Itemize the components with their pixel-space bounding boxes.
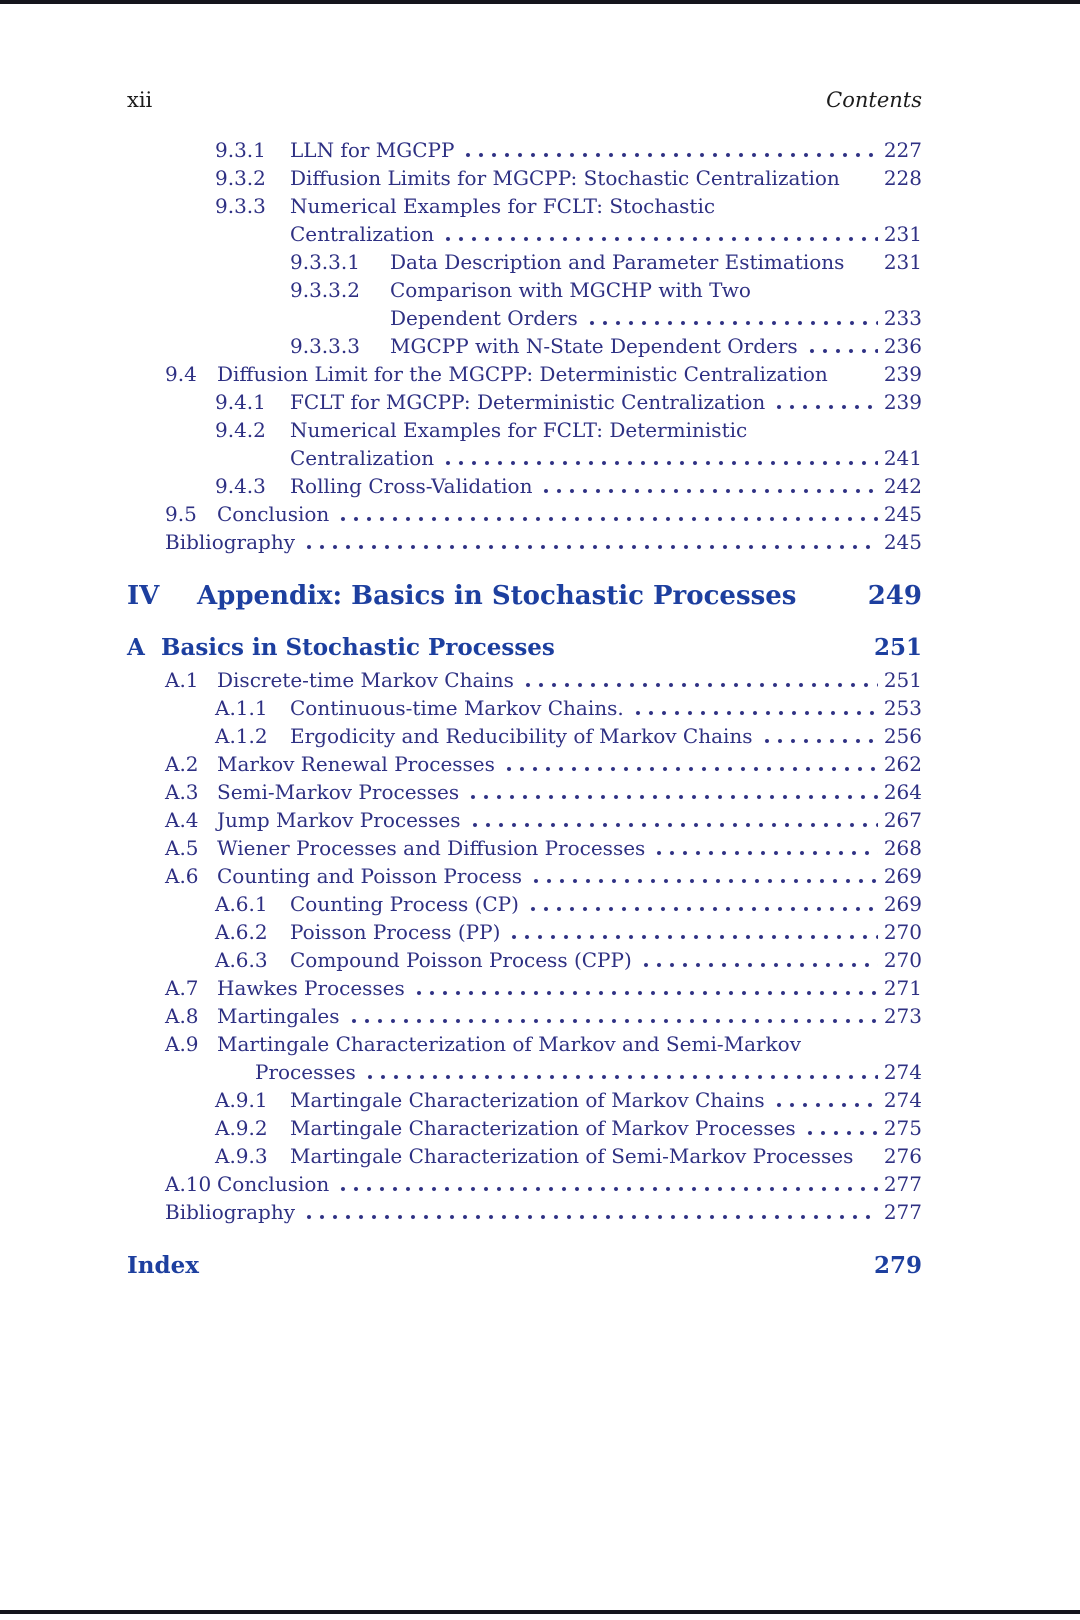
- toc-entry[interactable]: [127, 528, 922, 556]
- toc-entry[interactable]: [127, 666, 922, 694]
- toc-page-number: 271: [883, 976, 922, 1000]
- toc-page-number: 269: [883, 864, 922, 888]
- toc-entry-number: A.6.3: [215, 948, 268, 972]
- toc-entry-number: A.9.1: [215, 1088, 268, 1112]
- toc-page-number: 270: [883, 920, 922, 944]
- toc-entry-title: Basics in Stochastic Processes: [161, 634, 555, 661]
- toc-entry[interactable]: [127, 890, 922, 918]
- toc-entry-title: Index: [127, 1252, 199, 1279]
- dot-leader: [542, 472, 877, 500]
- toc-entry-number: 9.3.3.3: [290, 334, 360, 358]
- dot-leader: [471, 806, 878, 834]
- toc-page-number: 267: [883, 808, 922, 832]
- toc-entry-title: Markov Renewal Processes: [217, 752, 495, 776]
- toc-entry-title: Bibliography: [165, 1200, 295, 1224]
- toc-entry[interactable]: [127, 332, 922, 360]
- toc-entry-number: A.7: [165, 976, 199, 1000]
- toc-part-heading[interactable]: [127, 578, 922, 614]
- toc-entry-title: Numerical Examples for FCLT: Stochastic: [290, 194, 716, 218]
- dot-leader: [339, 500, 878, 528]
- toc-entry[interactable]: [127, 1058, 922, 1086]
- toc-page-number: 253: [883, 696, 922, 720]
- toc-entry-number: A.9.3: [215, 1144, 268, 1168]
- toc-entry-title: LLN for MGCPP: [290, 138, 455, 162]
- dot-leader: [588, 304, 878, 332]
- toc-page-number: 264: [883, 780, 922, 804]
- dot-leader: [775, 388, 878, 416]
- toc-entry-number: 9.3.3.1: [290, 250, 360, 274]
- toc-entry-number: 9.3.2: [215, 166, 266, 190]
- toc-entry-title: Martingale Characterization of Markov Processes: [290, 1116, 796, 1140]
- toc-entry-number: 9.4.2: [215, 418, 266, 442]
- toc-entry[interactable]: [127, 778, 922, 806]
- dot-leader: [529, 890, 878, 918]
- toc-entry-title: Comparison with MGCHP with Two: [390, 278, 751, 302]
- toc-entry-title: Conclusion: [217, 1172, 330, 1196]
- toc-entry-title: Martingale Characterization of Markov and Semi-Markov: [217, 1032, 802, 1056]
- toc-entry-number: 9.3.1: [215, 138, 266, 162]
- dot-leader: [339, 1170, 878, 1198]
- toc-entry-title: Poisson Process (PP): [290, 920, 501, 944]
- toc-entry-title: Diffusion Limit for the MGCPP: Deterministic Centralization: [217, 362, 828, 386]
- toc-entry[interactable]: [127, 220, 922, 248]
- toc-entry[interactable]: [127, 1002, 922, 1030]
- toc-entry-number: A.3: [165, 780, 199, 804]
- toc-entry-title: Processes: [255, 1060, 356, 1084]
- toc-list: [127, 136, 922, 1282]
- toc-entry-title: Continuous-time Markov Chains.: [290, 696, 624, 720]
- toc-page-number: 227: [883, 138, 922, 162]
- dot-leader: [655, 834, 878, 862]
- toc-entry-title: Compound Poisson Process (CPP): [290, 948, 632, 972]
- toc-page-number: 236: [883, 334, 922, 358]
- toc-entry[interactable]: [127, 806, 922, 834]
- toc-entry-number: A.8: [165, 1004, 199, 1028]
- toc-entry-title: Ergodicity and Reducibility of Markov Chains: [290, 724, 753, 748]
- toc-entry[interactable]: [127, 472, 922, 500]
- toc-page-number: 270: [883, 948, 922, 972]
- toc-entry-title: MGCPP with N-State Dependent Orders: [390, 334, 798, 358]
- dot-leader: [775, 1086, 878, 1114]
- running-title: Contents: [826, 88, 922, 112]
- toc-entry[interactable]: [127, 136, 922, 164]
- toc-entry-title: Dependent Orders: [390, 306, 578, 330]
- toc-entry[interactable]: [127, 360, 922, 388]
- toc-entry-title: Rolling Cross-Validation: [290, 474, 533, 498]
- toc-entry[interactable]: [127, 444, 922, 472]
- toc-page-number: 233: [883, 306, 922, 330]
- toc-entry-title: Hawkes Processes: [217, 976, 405, 1000]
- toc-entry[interactable]: [127, 750, 922, 778]
- toc-entry-title: Conclusion: [217, 502, 330, 526]
- toc-entry-title: Semi-Markov Processes: [217, 780, 460, 804]
- toc-entry-number: IV: [127, 581, 160, 611]
- toc-entry-title: Data Description and Parameter Estimations: [390, 250, 845, 274]
- toc-page-number: 274: [883, 1060, 922, 1084]
- toc-entry-number: A.6: [165, 864, 199, 888]
- toc-entry-number: 9.3.3: [215, 194, 266, 218]
- toc-entry-number: 9.5: [165, 502, 197, 526]
- toc-entry-number: A: [127, 634, 145, 661]
- toc-entry[interactable]: [127, 946, 922, 974]
- toc-entry[interactable]: [127, 722, 922, 750]
- dot-leader: [415, 974, 878, 1002]
- toc-entry[interactable]: [127, 1086, 922, 1114]
- toc-entry-title: Discrete-time Markov Chains: [217, 668, 514, 692]
- toc-entry[interactable]: [127, 192, 922, 220]
- toc-entry-number: A.9.2: [215, 1116, 268, 1140]
- toc-entry-number: A.4: [165, 808, 199, 832]
- dot-leader: [305, 1198, 878, 1226]
- page-edge-top: [0, 0, 1080, 4]
- toc-entry[interactable]: [127, 248, 922, 276]
- toc-entry-number: A.10: [165, 1172, 212, 1196]
- toc-page-number: 279: [873, 1252, 922, 1279]
- toc-entry-title: Bibliography: [165, 530, 295, 554]
- toc-entry-number: A.2: [165, 752, 199, 776]
- toc-page-number: 245: [883, 502, 922, 526]
- toc-page-number: 256: [883, 724, 922, 748]
- toc-entry[interactable]: [127, 1030, 922, 1058]
- toc-entry[interactable]: [127, 974, 922, 1002]
- toc-entry-number: 9.4: [165, 362, 197, 386]
- toc-page-number: 276: [883, 1144, 922, 1168]
- toc-entry-title: FCLT for MGCPP: Deterministic Centralization: [290, 390, 766, 414]
- toc-entry-title: Martingales: [217, 1004, 340, 1028]
- toc-entry-title: Counting Process (CP): [290, 892, 519, 916]
- toc-page-number: 239: [883, 362, 922, 386]
- toc-page-number: 231: [883, 222, 922, 246]
- toc-page-number: 241: [883, 446, 922, 470]
- toc-page-number: 274: [883, 1088, 922, 1112]
- dot-leader: [366, 1058, 878, 1086]
- toc-entry-title: Appendix: Basics in Stochastic Processes: [197, 581, 797, 611]
- toc-entry-number: A.1: [165, 668, 199, 692]
- toc-page-number: 277: [883, 1200, 922, 1224]
- toc-page-number: 251: [873, 634, 922, 661]
- toc-entry[interactable]: [127, 388, 922, 416]
- toc-entry-title: Counting and Poisson Process: [217, 864, 523, 888]
- dot-leader: [808, 332, 878, 360]
- toc-page-number: 277: [883, 1172, 922, 1196]
- toc-entry-title: Centralization: [290, 222, 435, 246]
- dot-leader: [806, 1114, 878, 1142]
- folio-page-number: xii: [127, 88, 153, 112]
- toc-entry-title: Martingale Characterization of Markov Chains: [290, 1088, 765, 1112]
- dot-leader: [763, 722, 878, 750]
- dot-leader: [524, 666, 878, 694]
- toc-chapter-heading[interactable]: [127, 632, 922, 664]
- page-edge-bottom: [0, 1610, 1080, 1614]
- toc-entry-title: Centralization: [290, 446, 435, 470]
- toc-page-number: 228: [883, 166, 922, 190]
- toc-page-number: 273: [883, 1004, 922, 1028]
- toc-entry-number: 9.3.3.2: [290, 278, 360, 302]
- toc-entry-number: A.9: [165, 1032, 199, 1056]
- toc-entry[interactable]: [127, 834, 922, 862]
- toc-page-number: 231: [883, 250, 922, 274]
- toc-page-number: 239: [883, 390, 922, 414]
- toc-page-number: 249: [867, 581, 922, 611]
- toc-entry[interactable]: [127, 862, 922, 890]
- toc-entry-title: Jump Markov Processes: [217, 808, 461, 832]
- dot-leader: [444, 444, 878, 472]
- page-header: [127, 88, 922, 112]
- dot-leader: [634, 694, 878, 722]
- dot-leader: [505, 750, 878, 778]
- toc-entry[interactable]: [127, 304, 922, 332]
- dot-leader: [350, 1002, 878, 1030]
- toc-entry[interactable]: [127, 164, 922, 192]
- toc-entry[interactable]: [127, 276, 922, 304]
- dot-leader: [305, 528, 878, 556]
- toc-entry-number: A.5: [165, 836, 199, 860]
- toc-entry-number: A.1.1: [215, 696, 268, 720]
- toc-entry-number: A.6.2: [215, 920, 268, 944]
- toc-entry-number: 9.4.3: [215, 474, 266, 498]
- toc-entry[interactable]: [127, 694, 922, 722]
- toc-entry[interactable]: [127, 1142, 922, 1170]
- dot-leader: [469, 778, 878, 806]
- toc-entry-number: A.6.1: [215, 892, 268, 916]
- toc-entry[interactable]: [127, 918, 922, 946]
- toc-page-number: 275: [883, 1116, 922, 1140]
- dot-leader: [464, 136, 877, 164]
- dot-leader: [642, 946, 878, 974]
- toc-entry[interactable]: [127, 1170, 922, 1198]
- toc-index-heading[interactable]: [127, 1250, 922, 1282]
- toc-page-number: 242: [883, 474, 922, 498]
- toc-entry-title: Diffusion Limits for MGCPP: Stochastic Centralization: [290, 166, 840, 190]
- toc-entry-title: Numerical Examples for FCLT: Deterministic: [290, 418, 748, 442]
- toc-entry[interactable]: [127, 1198, 922, 1226]
- toc-entry-number: A.1.2: [215, 724, 268, 748]
- toc-page-number: 268: [883, 836, 922, 860]
- toc-entry-title: Wiener Processes and Diffusion Processes: [217, 836, 646, 860]
- toc-page-number: 245: [883, 530, 922, 554]
- toc-entry[interactable]: [127, 1114, 922, 1142]
- toc-entry[interactable]: [127, 416, 922, 444]
- toc-entry-title: Martingale Characterization of Semi-Markov Processes: [290, 1144, 854, 1168]
- dot-leader: [510, 918, 877, 946]
- toc-entry-number: 9.4.1: [215, 390, 266, 414]
- dot-leader: [444, 220, 878, 248]
- toc-page-number: 251: [883, 668, 922, 692]
- dot-leader: [532, 862, 878, 890]
- toc-page-number: 262: [883, 752, 922, 776]
- toc-entry[interactable]: [127, 500, 922, 528]
- toc-page-number: 269: [883, 892, 922, 916]
